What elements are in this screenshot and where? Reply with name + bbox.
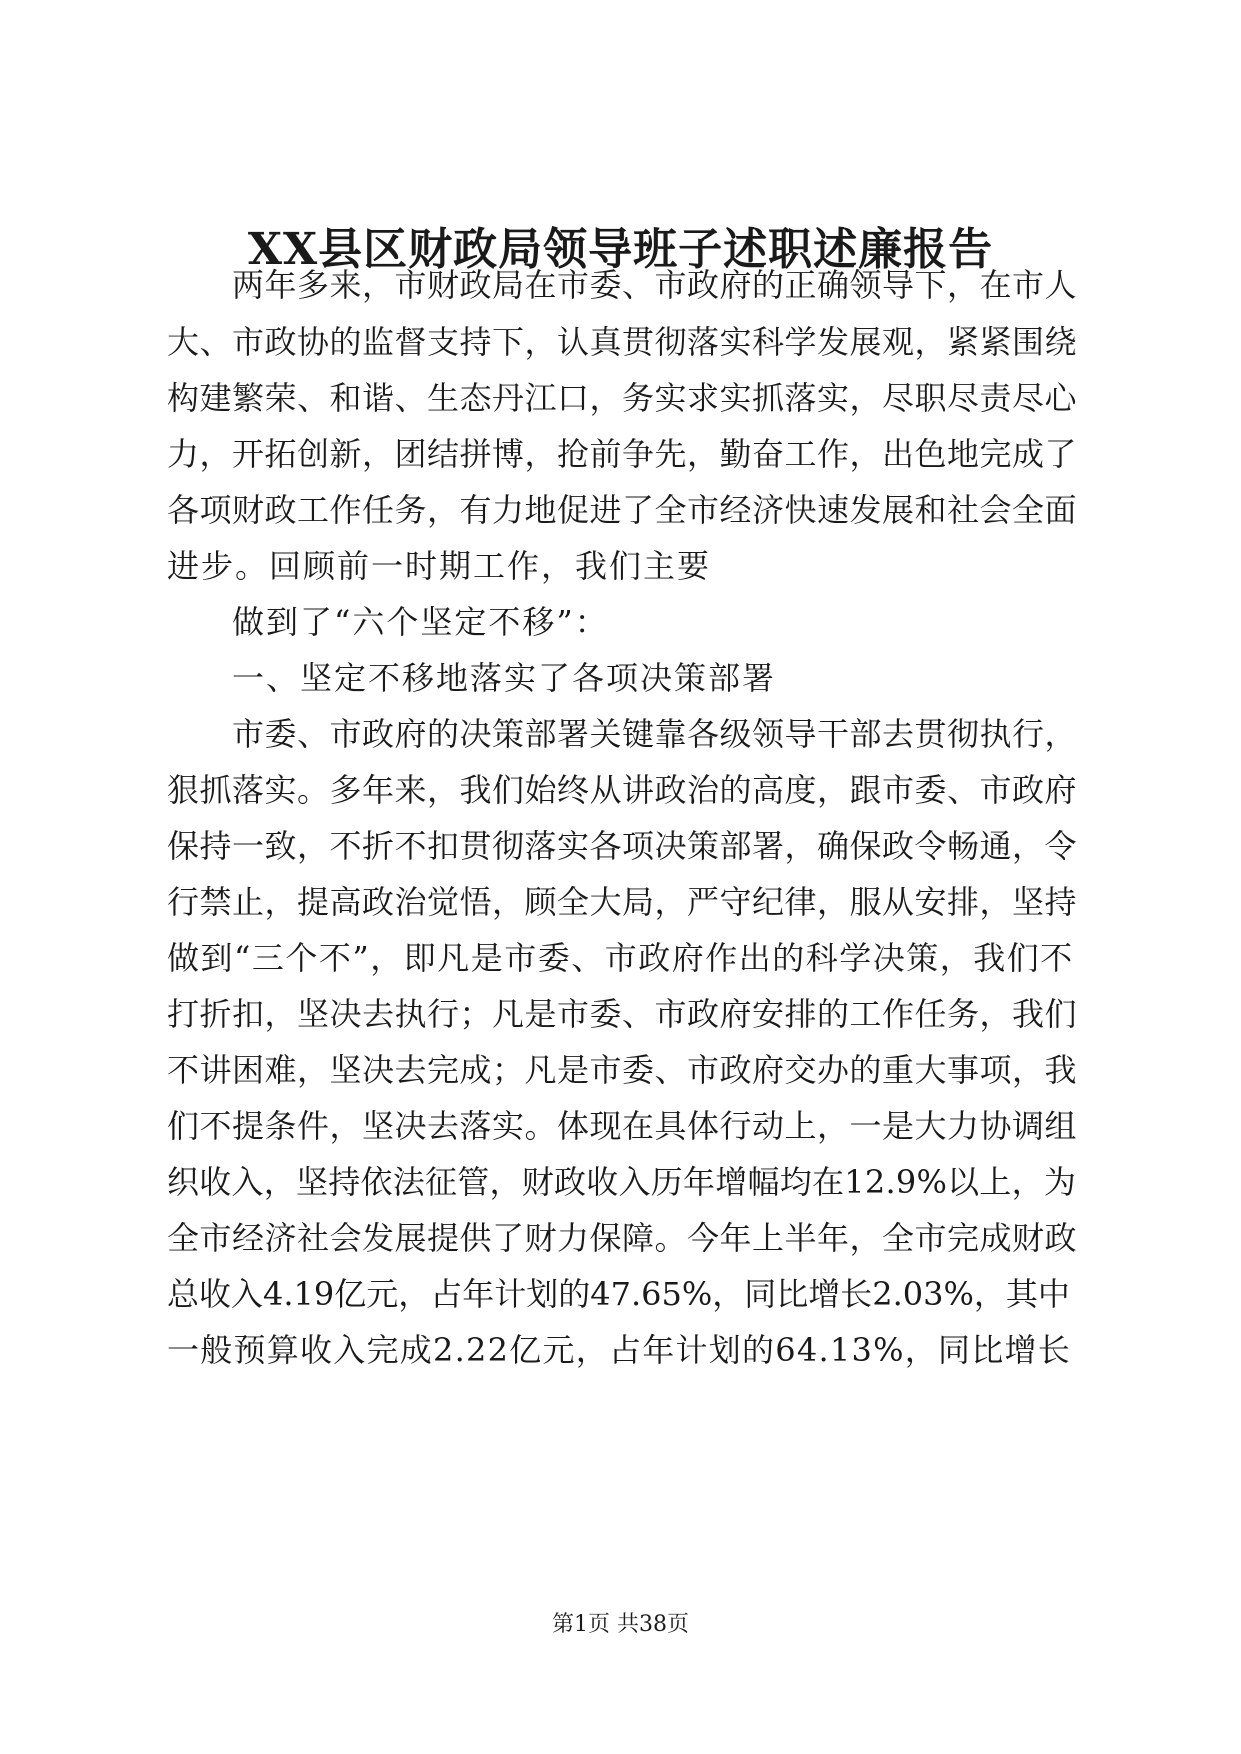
body-line: 各项财政工作任务，有力地促进了全市经济快速发展和社会全面 <box>167 491 1078 529</box>
body-line: 力，开拓创新，团结拼博，抢前争先，勤奋工作，出色地完成了 <box>167 435 1078 473</box>
body-line: 织收入，坚持依法征管，财政收入历年增幅均在12.9%以上，为 <box>167 1163 1077 1201</box>
body-line: 打折扣，坚决去执行；凡是市委、市政府安排的工作任务，我们 <box>167 995 1078 1033</box>
body-line: 一般预算收入完成2.22亿元，占年计划的64.13%，同比增长 <box>167 1331 1072 1369</box>
document-title: XX县区财政局领导班子述职述廉报告 <box>247 224 994 275</box>
body-line: 做到“三个不”，即凡是市委、市政府作出的科学决策，我们不 <box>167 939 1074 977</box>
body-line: 行禁止，提高政治觉悟，顾全大局，严守纪律，服从安排，坚持 <box>167 883 1078 921</box>
body-line: 总收入4.19亿元，占年计划的47.65%，同比增长2.03%，其中 <box>167 1275 1070 1313</box>
body-line: 构建繁荣、和谐、生态丹江口，务实求实抓落实，尽职尽责尽心 <box>167 379 1078 417</box>
body-line: 市委、市政府的决策部署关键靠各级领导干部去贯彻执行， <box>232 715 1078 753</box>
body-line: 做到了“六个坚定不移”： <box>232 603 609 641</box>
body-line: 大、市政协的监督支持下，认真贯彻落实科学发展观，紧紧围绕 <box>167 323 1078 361</box>
body-line: 两年多来，市财政局在市委、市政府的正确领导下，在市人 <box>232 266 1078 304</box>
section-heading: 一、坚定不移地落实了各项决策部署 <box>232 659 777 697</box>
body-line: 全市经济社会发展提供了财力保障。今年上半年，全市完成财政 <box>167 1219 1078 1257</box>
body-line: 进步。回顾前一时期工作，我们主要 <box>167 547 712 585</box>
body-line: 们不提条件，坚决去落实。体现在具体行动上，一是大力协调组 <box>167 1107 1078 1145</box>
body-line: 狠抓落实。多年来，我们始终从讲政治的高度，跟市委、市政府 <box>167 771 1078 809</box>
body-line: 保持一致，不折不扣贯彻落实各项决策部署，确保政令畅通，令 <box>167 827 1078 865</box>
page-footer: 第1页 共38页 <box>552 1612 689 1637</box>
body-line: 不讲困难，坚决去完成；凡是市委、市政府交办的重大事项，我 <box>167 1051 1078 1089</box>
